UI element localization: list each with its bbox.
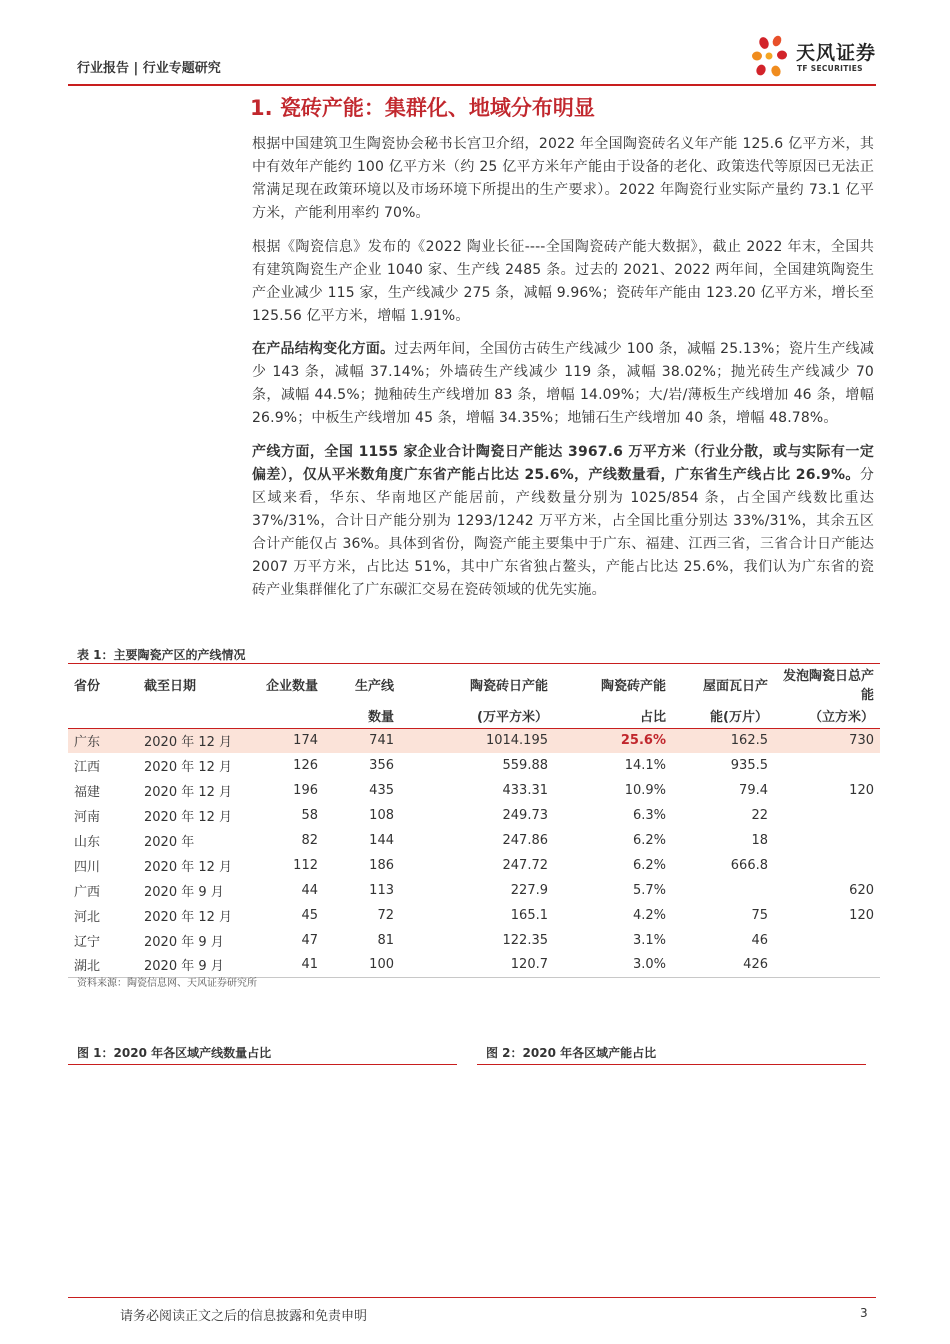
- cell-foam: [774, 928, 880, 953]
- cell-date: 2020 年 9 月: [132, 953, 244, 978]
- cell-companies: 44: [301, 882, 318, 898]
- table-source: 资料来源：陶瓷信息网、天风证券研究所: [77, 978, 257, 989]
- cell-province: 福建: [74, 785, 101, 801]
- production-line-table: [68, 665, 880, 978]
- cell-companies: 45: [301, 907, 318, 923]
- paragraph-lead-bold: 产线方面，全国 1155 家企业合计陶瓷日产能达 3967.6 万平方米（行业分散，或与实际有一定偏差），仅从平米数角度广东省产能占比达 25.6%，产线数量看，广东省生产线占比 26.9%。: [252, 444, 874, 483]
- cell-province: 河南: [74, 810, 101, 826]
- cell-province: 辽宁: [74, 934, 101, 950]
- paragraph-body: 过去两年间，全国仿古砖生产线减少 100 条，减幅 25.13%；瓷片生产线减少 143 条，减幅 37.14%；外墙砖生产线减少 119 条，减幅 38.02%；抛光砖生产线减少 70 条，减幅 44.5%；抛釉砖生产线增加 83 条，增幅 14.09%；大/岩/薄板生产线增加 46 条，增幅 26.9%；中板生产线增加 45 条，增幅 34.35%；地铺石生产线增加 40 条，增幅 48.78%。: [252, 341, 875, 426]
- cell-date: 2020 年 12 月: [132, 728, 244, 753]
- paragraph-body: 分区域来看，华东、华南地区产能居前，产线数量分别为 1025/854 条，占全国产线数比重达 37%/31%，合计日产能分别为 1293/1242 万平方米，占全国比重分别达 33%/31%，其余五区合计产能仅占 36%。具体到省份，陶瓷产能主要集中于广东、福建、江西三省，三省合计日产能达 2007 万平方米，占比达 51%，其中广东省独占鳌头，产能占比达 25.6%，我们认为广东省的瓷砖产业集群催化了广东碳汇交易在瓷砖领域的优先实施。: [252, 467, 874, 598]
- cell-province: 广西: [74, 884, 101, 900]
- header-roof-tile-unit: 能(万片）: [672, 703, 774, 728]
- cell-foam: [774, 828, 880, 853]
- paragraph-text: 根据中国建筑卫生陶瓷协会秘书长宫卫介绍，2022 年全国陶瓷砖名义年产能 125.6 亿平方米，其中有效年产能约 100 亿平方米（约 25 亿平方米年产能由于设备的老化、政策迭代等原因已无法正常满足现在政策环境以及市场环境下所提出的生产要求）。2022 年陶瓷行业实际产量约 73.1 亿平方米，产能利用率约 70%。: [252, 136, 874, 221]
- cell-tile-cap: 559.88: [502, 758, 548, 774]
- paragraph-enterprise-count: [252, 236, 874, 328]
- logo-name: 天风证券: [796, 42, 877, 64]
- company-logo: [748, 32, 888, 82]
- cell-share: 6.2%: [632, 833, 666, 848]
- cell-tile-cap: 227.9: [510, 882, 548, 898]
- cell-foam: [774, 853, 880, 878]
- header-lines-unit: 数量: [324, 703, 400, 728]
- cell-tile-cap: 120.7: [400, 953, 554, 978]
- cell-roof: 22: [751, 808, 768, 824]
- cell-companies: 82: [301, 833, 318, 848]
- paragraph-product-structure: [252, 338, 874, 430]
- cell-foam: 620: [849, 882, 874, 898]
- cell-date: 2020 年 9 月: [144, 884, 224, 900]
- table-row: [68, 928, 880, 953]
- table-row: [68, 753, 880, 778]
- cell-province: 湖北: [68, 953, 132, 978]
- cell-lines: 435: [369, 783, 394, 799]
- paragraph-text: 根据《陶瓷信息》发布的《2022 陶业长征----全国陶瓷砖产能大数据》，截止 2022 年末，全国共有建筑陶瓷生产企业 1040 家、生产线 2485 条。过去的 2021、2022 两年间，全国建筑陶瓷生产企业减少 115 家，生产线减少 275 条，减幅 9.96%；瓷砖年产能由 123.20 亿平方米，增长至 125.56 亿平方米，增幅 1.91%。: [252, 239, 874, 324]
- cell-province: 四川: [74, 859, 101, 875]
- section-title: 1. 瓷砖产能：集群化、地域分布明显: [250, 96, 595, 120]
- cell-date: 2020 年 9 月: [144, 934, 224, 950]
- cell-lines: 81: [377, 932, 394, 948]
- table-row: [68, 828, 880, 853]
- cell-roof: 935.5: [730, 758, 768, 774]
- figure-2-title: 图 2：2020 年各区域产能占比: [486, 1046, 657, 1060]
- figure-1-rule: [68, 1064, 457, 1065]
- cell-share: 4.2%: [632, 907, 666, 923]
- cell-lines: 108: [369, 808, 394, 824]
- cell-date: 2020 年 12 月: [144, 909, 233, 925]
- cell-companies: 196: [293, 783, 318, 799]
- cell-share: 6.3%: [632, 808, 666, 824]
- footer-divider: [68, 1297, 876, 1298]
- cell-share: 10.9%: [624, 783, 666, 799]
- header-province: 省份: [74, 678, 101, 694]
- cell-share: 5.7%: [632, 882, 666, 898]
- flower-logo-icon: [748, 32, 794, 82]
- cell-share: 14.1%: [624, 758, 666, 774]
- cell-roof: 75: [751, 907, 768, 923]
- header-divider: [68, 84, 876, 86]
- cell-roof: [672, 878, 774, 903]
- table-row: [68, 728, 880, 753]
- header-date: 截至日期: [144, 678, 197, 694]
- header-foam-ceramic-unit: （立方米）: [774, 703, 880, 728]
- cell-companies: 112: [293, 857, 318, 873]
- cell-roof: 162.5: [672, 728, 774, 753]
- cell-lines: 741: [324, 728, 400, 753]
- cell-tile-cap: 433.31: [502, 783, 548, 799]
- cell-tile-cap: 1014.195: [400, 728, 554, 753]
- cell-roof: 426: [672, 953, 774, 978]
- cell-companies: 41: [244, 953, 324, 978]
- paragraph-text: [252, 441, 874, 602]
- page-number: 3: [860, 1306, 868, 1320]
- cell-tile-cap: 249.73: [502, 808, 548, 824]
- header-tile-capacity: 陶瓷砖日产能: [469, 678, 548, 694]
- cell-roof: 46: [751, 932, 768, 948]
- cell-share: 3.0%: [554, 953, 672, 978]
- cell-tile-cap: 122.35: [502, 932, 548, 948]
- cell-share: 6.2%: [632, 857, 666, 873]
- cell-province: 山东: [74, 835, 101, 850]
- cell-share: 25.6%: [554, 728, 672, 753]
- header-capacity-share: 陶瓷砖产能: [600, 678, 666, 694]
- paragraph-text: [252, 338, 874, 430]
- cell-roof: 79.4: [739, 783, 768, 799]
- paragraph-capacity-overview: [252, 133, 874, 225]
- cell-roof: 18: [751, 833, 768, 848]
- table-row: [68, 903, 880, 928]
- cell-tile-cap: 247.86: [502, 833, 548, 848]
- header-tile-capacity-unit: (万平方米）: [400, 703, 554, 728]
- cell-date: 2020 年 12 月: [144, 785, 233, 801]
- footer-disclaimer-link[interactable]: 请务必阅读正文之后的信息披露和免责申明: [120, 1309, 368, 1324]
- table-header-row: [68, 665, 880, 703]
- table-top-rule: [68, 663, 880, 664]
- cell-date: 2020 年 12 月: [144, 760, 233, 776]
- cell-province: 河北: [74, 909, 101, 925]
- cell-lines: 144: [369, 833, 394, 848]
- cell-foam: [774, 753, 880, 778]
- header-roof-tile: 屋面瓦日产: [702, 678, 768, 694]
- header-companies: 企业数量: [265, 678, 318, 694]
- figure-1-title: 图 1：2020 年各区域产线数量占比: [77, 1046, 272, 1060]
- cell-date: 2020 年: [144, 835, 195, 850]
- cell-companies: 58: [301, 808, 318, 824]
- cell-share: 3.1%: [632, 932, 666, 948]
- report-category: 行业报告 | 行业专题研究: [77, 61, 221, 76]
- logo-subtitle: TF SECURITIES: [797, 64, 863, 73]
- cell-foam: 120: [849, 783, 874, 799]
- header-lines: 生产线: [354, 678, 394, 694]
- cell-province: 广东: [68, 728, 132, 753]
- cell-foam: [774, 803, 880, 828]
- paragraph-production-lines: [252, 441, 874, 602]
- cell-roof: 666.8: [730, 857, 768, 873]
- cell-companies: 174: [244, 728, 324, 753]
- cell-lines: 100: [324, 953, 400, 978]
- cell-lines: 113: [369, 882, 394, 898]
- cell-foam: 120: [849, 907, 874, 923]
- cell-companies: 47: [301, 932, 318, 948]
- cell-foam: [774, 953, 880, 978]
- cell-province: 江西: [74, 760, 101, 776]
- table-body: [68, 728, 880, 978]
- table-row: [68, 853, 880, 878]
- table-row: [68, 778, 880, 803]
- cell-foam: 730: [774, 728, 880, 753]
- cell-date: 2020 年 12 月: [144, 810, 233, 826]
- cell-lines: 356: [369, 758, 394, 774]
- table-row: [68, 803, 880, 828]
- table-title: 表 1：主要陶瓷产区的产线情况: [77, 648, 246, 662]
- cell-date: 2020 年 12 月: [144, 859, 233, 875]
- cell-lines: 72: [377, 907, 394, 923]
- table-header-row: [68, 703, 880, 728]
- header-capacity-share-unit: 占比: [554, 703, 672, 728]
- table-row: [68, 878, 880, 903]
- cell-companies: 126: [293, 758, 318, 774]
- paragraph-lead-bold: 在产品结构变化方面。: [252, 341, 395, 357]
- figure-2-rule: [477, 1064, 866, 1065]
- cell-tile-cap: 165.1: [510, 907, 548, 923]
- cell-tile-cap: 247.72: [502, 857, 548, 873]
- cell-lines: 186: [369, 857, 394, 873]
- header-foam-ceramic: 发泡陶瓷日总产能: [782, 669, 874, 703]
